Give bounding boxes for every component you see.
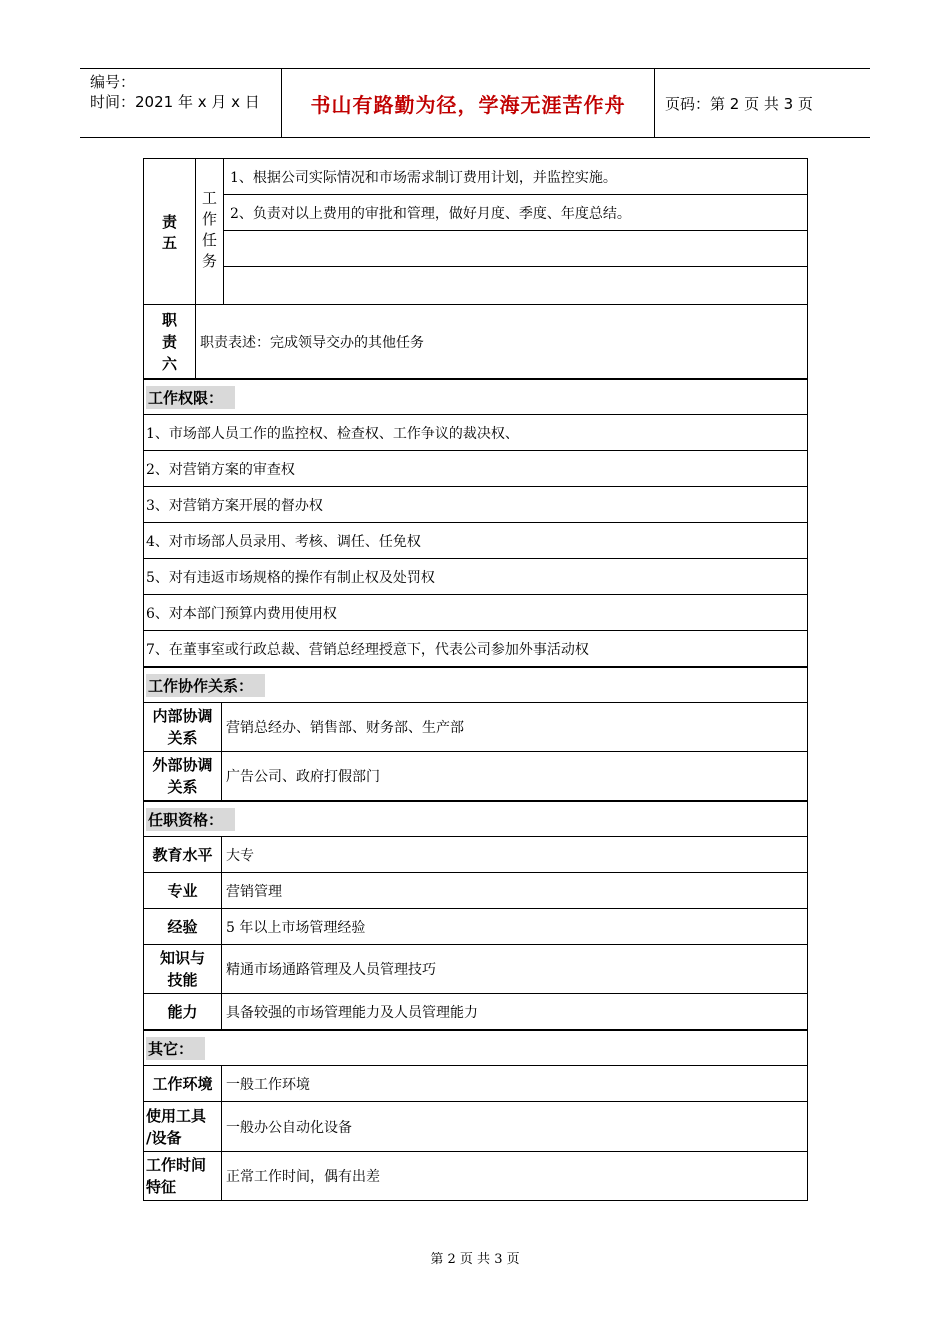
authority-section-title: 工作权限： (144, 378, 807, 414)
skills-value: 精通市场通路管理及人员管理技巧 (226, 962, 436, 978)
task-list (224, 159, 807, 304)
tools-label: 使用工具 /设备 (144, 1102, 222, 1151)
environment-label: 工作环境 (144, 1066, 222, 1101)
external-relation-label: 外部协调 关系 (144, 752, 222, 800)
major-row (144, 872, 807, 908)
ability-label: 能力 (144, 994, 222, 1029)
authority-item: 1、市场部人员工作的监控权、检查权、工作争议的裁决权、 (146, 425, 519, 442)
cooperation-section-title: 工作协作关系： (144, 666, 807, 702)
duty6-desc: 职责表述：完成领导交办的其他任务 (200, 334, 424, 351)
number-label: 编号： (90, 73, 136, 91)
authority-item: 7、在董事室或行政总裁、营销总经理授意下，代表公司参加外事活动权 (146, 641, 589, 658)
skills-label: 知识与 技能 (144, 945, 222, 993)
major-value: 营销管理 (226, 883, 282, 900)
header-slogan: 书山有路勤为径，学海无涯苦作舟 (282, 69, 655, 137)
external-relation-value: 广告公司、政府打假部门 (226, 769, 380, 785)
duty6-row (144, 304, 807, 378)
authority-item: 6、对本部门预算内费用使用权 (146, 605, 337, 622)
duty5-label: 责 五 (144, 159, 196, 304)
environment-row (144, 1065, 807, 1101)
external-relation-row (144, 751, 807, 800)
qualification-section-title: 任职资格： (144, 800, 807, 836)
task-item (224, 231, 807, 267)
experience-value: 5 年以上市场管理经验 (226, 919, 366, 936)
time-label: 时间：2021 年 x 月 x 日 (90, 93, 260, 111)
task-item (224, 267, 807, 302)
task-label: 工作任务 (196, 159, 224, 304)
header-meta (80, 69, 282, 137)
tools-value: 一般办公自动化设备 (226, 1119, 352, 1136)
authority-item: 4、对市场部人员录用、考核、调任、任免权 (146, 533, 421, 550)
task-item: 1、根据公司实际情况和市场需求制订费用计划，并监控实施。 (224, 159, 807, 195)
header-page-label: 页码：第 2 页 共 3 页 (665, 94, 813, 113)
work-time-label: 工作时间 特征 (144, 1152, 222, 1200)
other-section-title: 其它： (144, 1029, 807, 1065)
task-item: 2、负责对以上费用的审批和管理，做好月度、季度、年度总结。 (224, 195, 807, 231)
education-row (144, 836, 807, 872)
education-label: 教育水平 (144, 837, 222, 872)
internal-relation-label: 内部协调 关系 (144, 703, 222, 751)
experience-label: 经验 (144, 909, 222, 944)
experience-row (144, 908, 807, 944)
internal-relation-row (144, 702, 807, 751)
page-footer: 第 2 页 共 3 页 (430, 1252, 520, 1267)
job-description-table (143, 158, 808, 1201)
major-label: 专业 (144, 873, 222, 908)
education-value: 大专 (226, 847, 254, 864)
environment-value: 一般工作环境 (226, 1076, 310, 1093)
tools-row (144, 1101, 807, 1151)
authority-item: 3、对营销方案开展的督办权 (146, 497, 323, 514)
work-time-row (144, 1151, 807, 1200)
internal-relation-value: 营销总经办、销售部、财务部、生产部 (226, 720, 464, 736)
ability-row (144, 993, 807, 1029)
authority-item: 2、对营销方案的审查权 (146, 461, 295, 478)
authority-item: 5、对有违返市场规格的操作有制止权及处罚权 (146, 569, 435, 586)
duty5-row (144, 159, 807, 304)
duty6-label: 职 责 六 (144, 305, 196, 378)
ability-value: 具备较强的市场管理能力及人员管理能力 (226, 1004, 478, 1021)
work-time-value: 正常工作时间，偶有出差 (226, 1169, 380, 1185)
skills-row (144, 944, 807, 993)
page-header (80, 68, 870, 138)
